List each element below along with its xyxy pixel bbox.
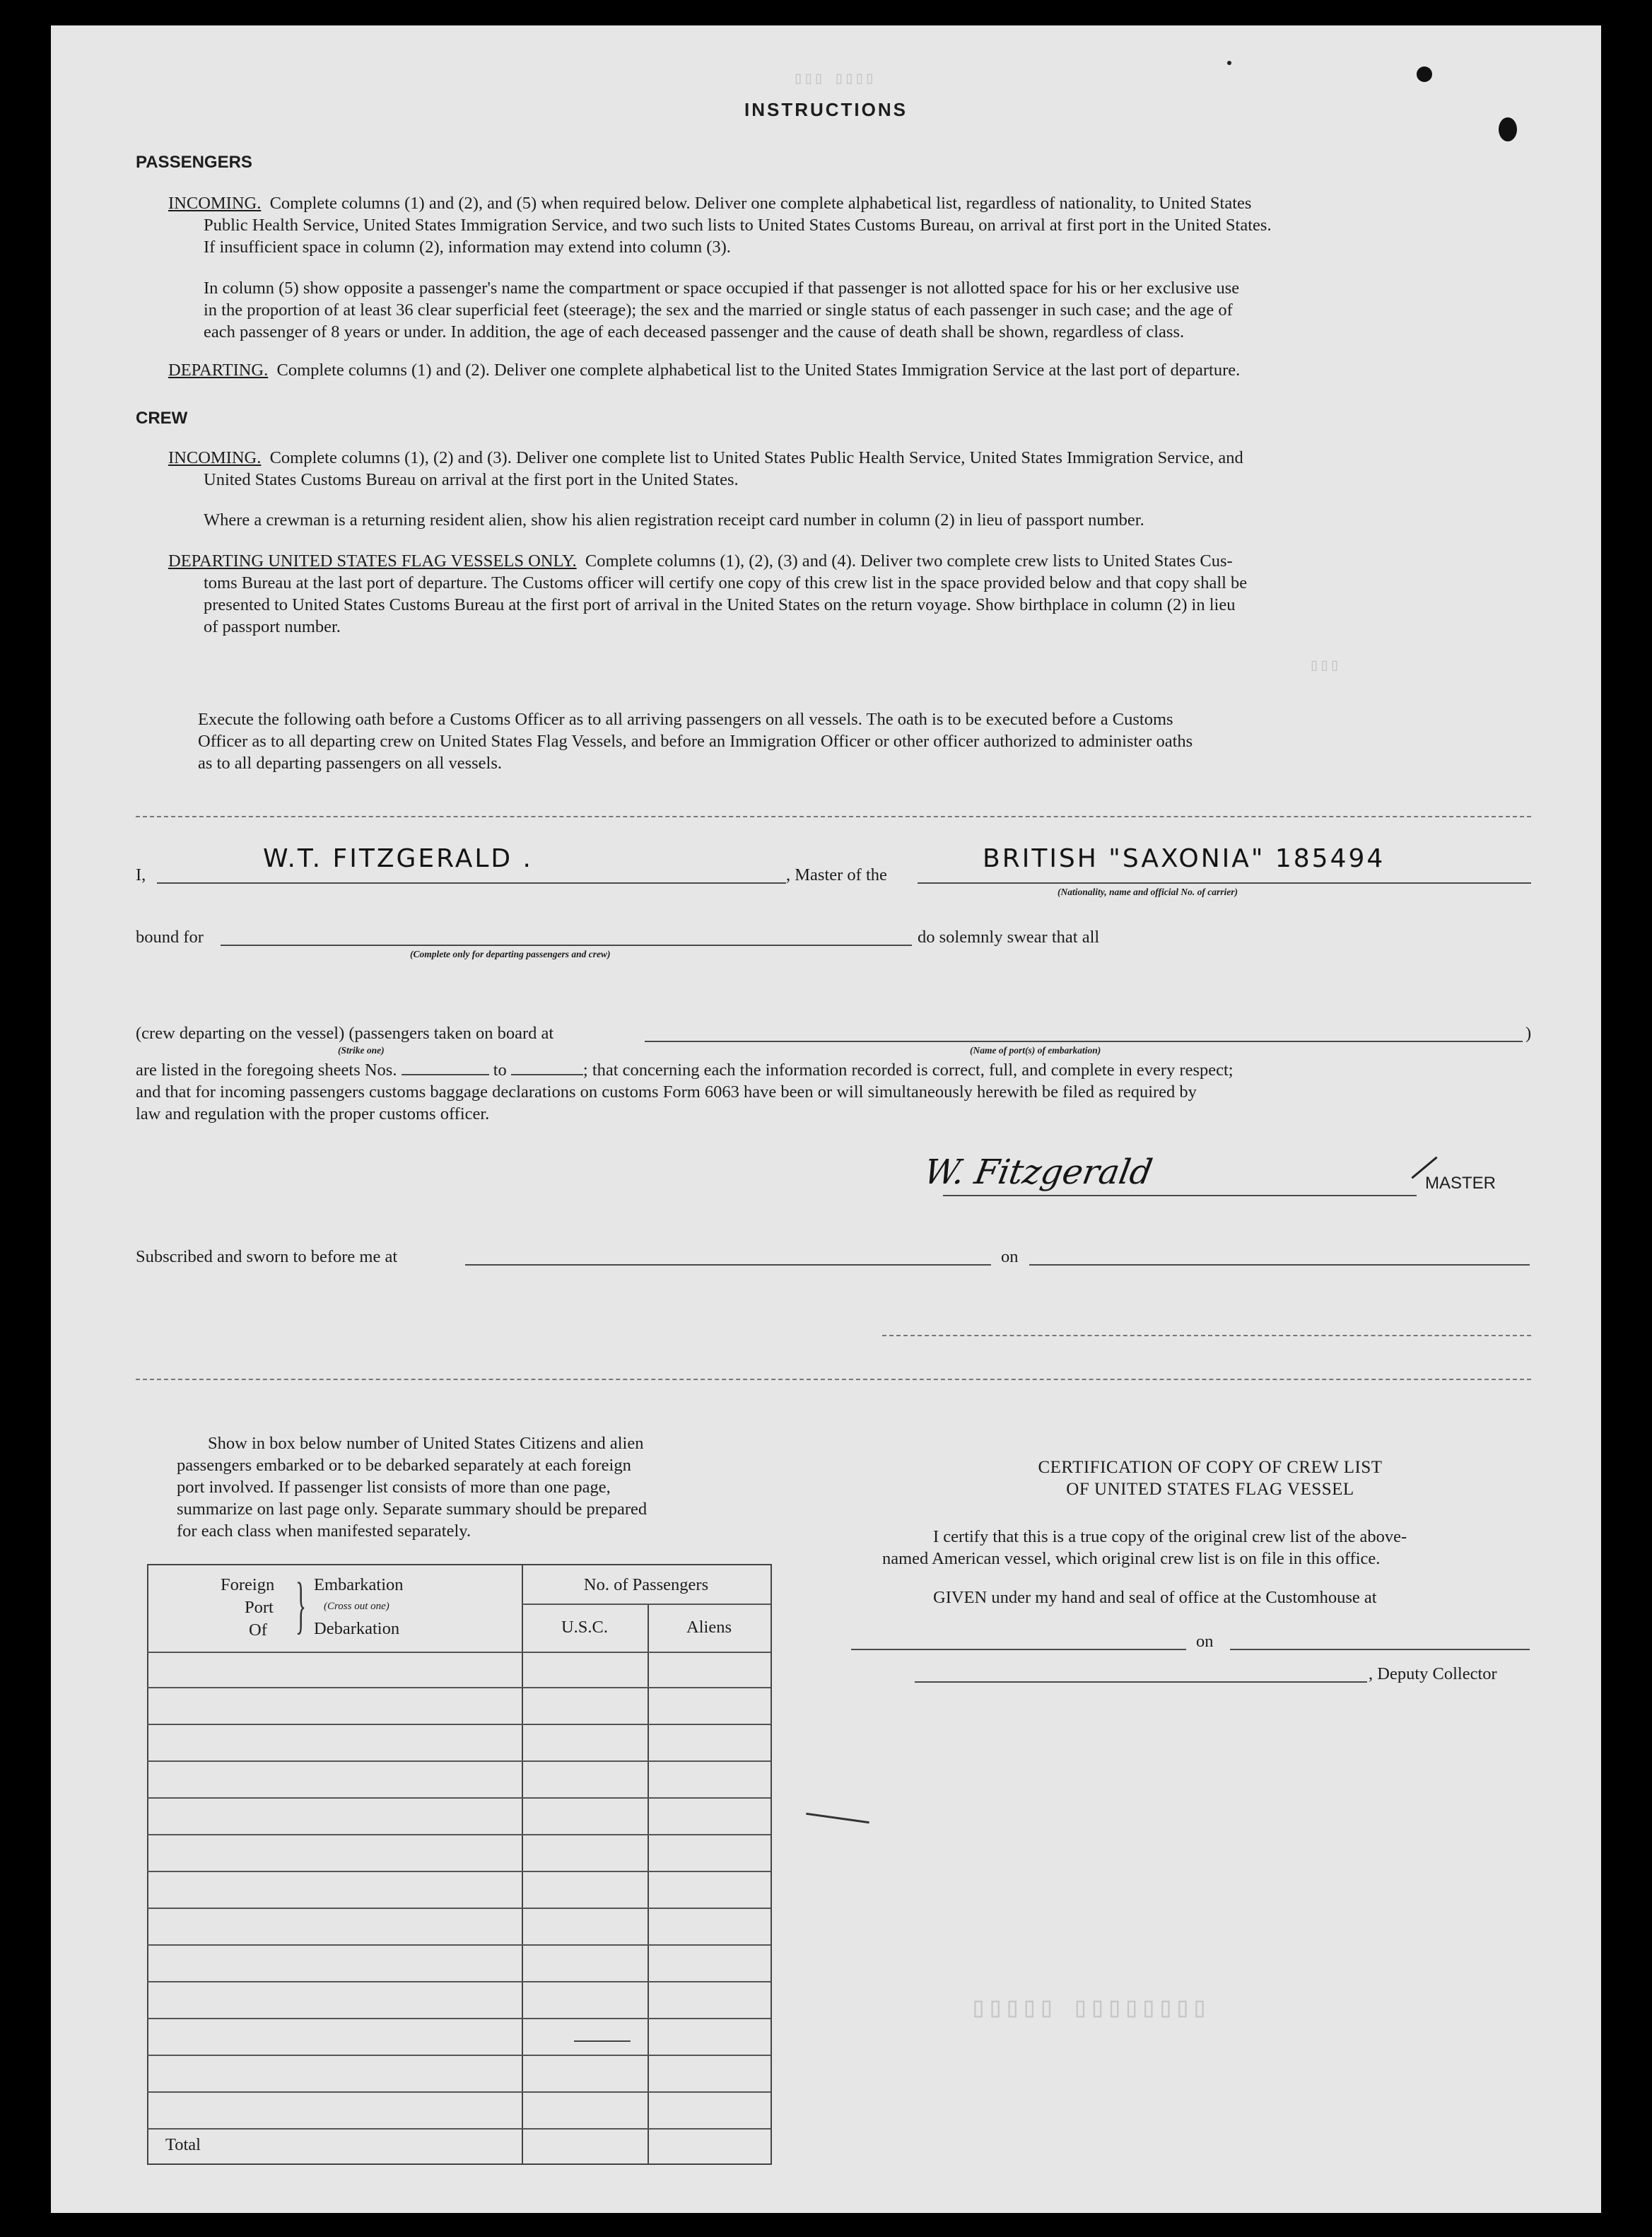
certification-given-line: GIVEN under my hand and seal of office at the Customhouse at bbox=[933, 1588, 1377, 1607]
bleed-through-mark: ▯▯▯ ▯▯▯▯ bbox=[793, 70, 875, 89]
text-line: of passport number. bbox=[204, 617, 341, 636]
table-row-line bbox=[147, 2018, 771, 2019]
table-row-line bbox=[147, 1834, 771, 1835]
text-line: OF UNITED STATES FLAG VESSEL bbox=[1066, 1480, 1354, 1499]
text-line: I certify that this is a true copy of the original crew list of the above- bbox=[933, 1527, 1407, 1546]
strike-caption: (Strike one) bbox=[338, 1045, 385, 1056]
text-line: as to all departing passengers on all vessels. bbox=[198, 754, 503, 773]
table-divider bbox=[522, 1604, 771, 1605]
text-line: presented to United States Customs Bureau at the first port of arrival in the United States on the return voyage. Show birthplace in column (2) in lieu bbox=[204, 595, 1236, 614]
listed-text: are listed in the foregoing sheets Nos. bbox=[136, 1061, 397, 1080]
master-signature: W. Fitzgerald bbox=[921, 1152, 1156, 1192]
table-row-line bbox=[147, 1797, 771, 1799]
master-label: MASTER bbox=[1425, 1174, 1496, 1193]
text-line: summarize on last page only. Separate summary should be prepared bbox=[177, 1500, 648, 1519]
ink-speck bbox=[1227, 61, 1231, 65]
master-name-field[interactable]: W.T. FITZGERALD . bbox=[263, 844, 533, 873]
resident-alien-line: Where a crewman is a returning resident alien, show his alien registration receipt card number in column (2) in lieu of passport number. bbox=[204, 510, 1144, 530]
ink-blot bbox=[1499, 117, 1517, 141]
listed-text: ; that concerning each the information recorded is correct, full, and complete in every respect; bbox=[582, 1061, 1234, 1080]
sheet-from-field[interactable] bbox=[402, 1074, 489, 1075]
master-name-line bbox=[157, 882, 786, 884]
bound-for-caption: (Complete only for departing passengers and crew) bbox=[410, 949, 611, 959]
crew-departing-paragraph bbox=[168, 550, 1525, 638]
text-line: CERTIFICATION OF COPY OF CREW LIST bbox=[1038, 1458, 1383, 1477]
summary-instructions bbox=[177, 1432, 799, 1542]
table-row-line bbox=[147, 2055, 771, 2056]
ports-line[interactable] bbox=[645, 1041, 1523, 1042]
passenger-summary-table bbox=[147, 1564, 772, 2165]
separator-line bbox=[136, 816, 1531, 817]
incoming-label: INCOMING. bbox=[168, 194, 262, 213]
vessel-field[interactable]: BRITISH "SAXONIA" 185494 bbox=[983, 844, 1386, 873]
column5-paragraph bbox=[204, 277, 1525, 343]
text-line: for each class when manifested separately. bbox=[177, 1521, 471, 1541]
sworn-date-line[interactable] bbox=[1029, 1264, 1530, 1266]
text-line: Officer as to all departing crew on United States Flag Vessels, and before an Immigration Officer or other officer authorized to administer oaths bbox=[198, 732, 1193, 751]
table-divider bbox=[522, 1564, 523, 2163]
departing-label: DEPARTING. bbox=[168, 361, 269, 380]
vessel-caption: (Nationality, name and official No. of carrier) bbox=[1058, 887, 1238, 897]
brace-icon: } bbox=[295, 1570, 307, 1640]
bleed-through-mark: ▯▯▯▯▯ ▯▯▯▯▯▯▯▯ bbox=[970, 1994, 1209, 2026]
listed-paragraph bbox=[136, 1059, 1528, 1125]
separator-line bbox=[136, 1379, 1531, 1380]
passengers-incoming-paragraph bbox=[168, 192, 1525, 258]
text-line: In column (5) show opposite a passenger's name the compartment or space occupied if that passenger is not allotted space for his or her exclusive use bbox=[204, 279, 1240, 298]
foreign-label: Foreign bbox=[221, 1575, 275, 1594]
table-row-line bbox=[147, 1908, 771, 1909]
bound-for-label: bound for bbox=[136, 928, 204, 947]
close-paren: ) bbox=[1525, 1024, 1532, 1043]
certification-title bbox=[899, 1456, 1521, 1500]
of-label: Of bbox=[249, 1620, 267, 1640]
text-line: passengers embarked or to be debarked separately at each foreign bbox=[177, 1456, 631, 1475]
text-line: Execute the following oath before a Customs Officer as to all arriving passengers on all vessels. The oath is to be executed before a Customs bbox=[198, 710, 1173, 729]
sworn-place-line[interactable] bbox=[465, 1264, 991, 1266]
listed-to-label: to bbox=[493, 1061, 507, 1080]
table-row-line bbox=[147, 1652, 771, 1653]
ports-caption: (Name of port(s) of embarkation) bbox=[970, 1045, 1101, 1056]
debarkation-option[interactable]: Debarkation bbox=[314, 1619, 400, 1638]
deputy-collector-label: , Deputy Collector bbox=[1369, 1664, 1497, 1683]
text-line: Show in box below number of United States Citizens and alien bbox=[208, 1434, 644, 1453]
text-line: Complete columns (1) and (2). Deliver one complete alphabetical list to the United States Immigration Service at the last port of departure. bbox=[276, 361, 1241, 380]
table-row-line bbox=[147, 1687, 771, 1688]
table-row-line bbox=[147, 2091, 771, 2093]
table-row-line bbox=[147, 2128, 771, 2130]
officer-signature-line[interactable] bbox=[882, 1335, 1531, 1336]
section-heading-passengers: PASSENGERS bbox=[136, 153, 252, 172]
table-row-line bbox=[147, 1981, 771, 1982]
table-row-line bbox=[147, 1760, 771, 1762]
page-title: INSTRUCTIONS bbox=[744, 99, 908, 120]
certification-paragraph bbox=[882, 1526, 1533, 1570]
text-line: toms Bureau at the last port of departure. The Customs officer will certify one copy of this crew list in the space provided below and that copy shall be bbox=[204, 573, 1248, 592]
cross-out-note: (Cross out one) bbox=[324, 1601, 389, 1612]
oath-instructions bbox=[198, 708, 1527, 774]
table-row-line bbox=[147, 1944, 771, 1946]
usc-header: U.S.C. bbox=[561, 1618, 609, 1637]
table-row-line bbox=[147, 1724, 771, 1725]
master-of-label: , Master of the bbox=[786, 865, 887, 884]
text-line: named American vessel, which original crew list is on file in this office. bbox=[882, 1549, 1381, 1568]
passengers-departing-paragraph bbox=[168, 359, 1525, 381]
sworn-on-label: on bbox=[1001, 1247, 1019, 1266]
text-line: United States Customs Bureau on arrival at the first port in the United States. bbox=[204, 470, 739, 489]
section-heading-crew: CREW bbox=[136, 409, 188, 428]
pen-mark bbox=[574, 2040, 631, 2042]
form-page bbox=[51, 25, 1601, 2213]
text-line: and that for incoming passengers customs baggage declarations on customs Form 6063 have been or will simultaneously herewith be filed as required by bbox=[136, 1082, 1197, 1102]
sheet-to-field[interactable] bbox=[511, 1074, 583, 1075]
vessel-line bbox=[918, 882, 1531, 884]
oath-i-label: I, bbox=[136, 865, 146, 884]
embarkation-option[interactable]: Embarkation bbox=[314, 1575, 404, 1594]
port-label: Port bbox=[245, 1598, 274, 1617]
text-line: each passenger of 8 years or under. In addition, the age of each deceased passenger and the cause of death shall be shown, regardless of class. bbox=[204, 322, 1185, 341]
certification-on-label: on bbox=[1196, 1632, 1214, 1651]
pen-mark bbox=[806, 1813, 869, 1823]
text-line: Complete columns (1), (2), (3) and (4). Deliver two complete crew lists to United States Cus- bbox=[585, 551, 1233, 571]
swear-label: do solemnly swear that all bbox=[918, 928, 1100, 947]
departing-flag-label: DEPARTING UNITED STATES FLAG VESSELS ONLY. bbox=[168, 551, 577, 571]
table-row-line bbox=[147, 1871, 771, 1872]
bleed-through-mark: ▯▯▯ bbox=[1309, 657, 1340, 676]
text-line: Complete columns (1), (2) and (3). Deliver one complete list to United States Public Health Service, United States Immigration Service, and bbox=[269, 448, 1243, 467]
crew-passengers-label: (crew departing on the vessel) (passengers taken on board at bbox=[136, 1024, 554, 1043]
ink-blot bbox=[1417, 66, 1432, 82]
text-line: Complete columns (1) and (2), and (5) when required below. Deliver one complete alphabetical list, regardless of nationality, to United States bbox=[269, 194, 1252, 213]
subscribed-label: Subscribed and sworn to before me at bbox=[136, 1247, 398, 1266]
text-line: in the proportion of at least 36 clear superficial feet (steerage); the sex and the married or single status of each passenger in such case; and the age of bbox=[204, 300, 1233, 320]
incoming-label: INCOMING. bbox=[168, 448, 262, 467]
text-line: port involved. If passenger list consists of more than one page, bbox=[177, 1478, 611, 1497]
certification-date-line[interactable] bbox=[1230, 1649, 1530, 1650]
no-of-passengers-header: No. of Passengers bbox=[583, 1575, 709, 1594]
text-line: Public Health Service, United States Immigration Service, and two such lists to United States Customs Bureau, on arrival at first port in the United States. bbox=[204, 216, 1272, 235]
total-label: Total bbox=[165, 2135, 201, 2154]
customhouse-place-line[interactable] bbox=[851, 1649, 1186, 1650]
text-line: If insufficient space in column (2), information may extend into column (3). bbox=[204, 238, 731, 257]
deputy-collector-line[interactable] bbox=[915, 1681, 1367, 1683]
bound-for-line[interactable] bbox=[221, 945, 912, 946]
text-line: law and regulation with the proper customs officer. bbox=[136, 1104, 490, 1123]
signature-line bbox=[943, 1195, 1417, 1196]
crew-incoming-paragraph bbox=[168, 447, 1525, 491]
aliens-header: Aliens bbox=[686, 1618, 732, 1637]
